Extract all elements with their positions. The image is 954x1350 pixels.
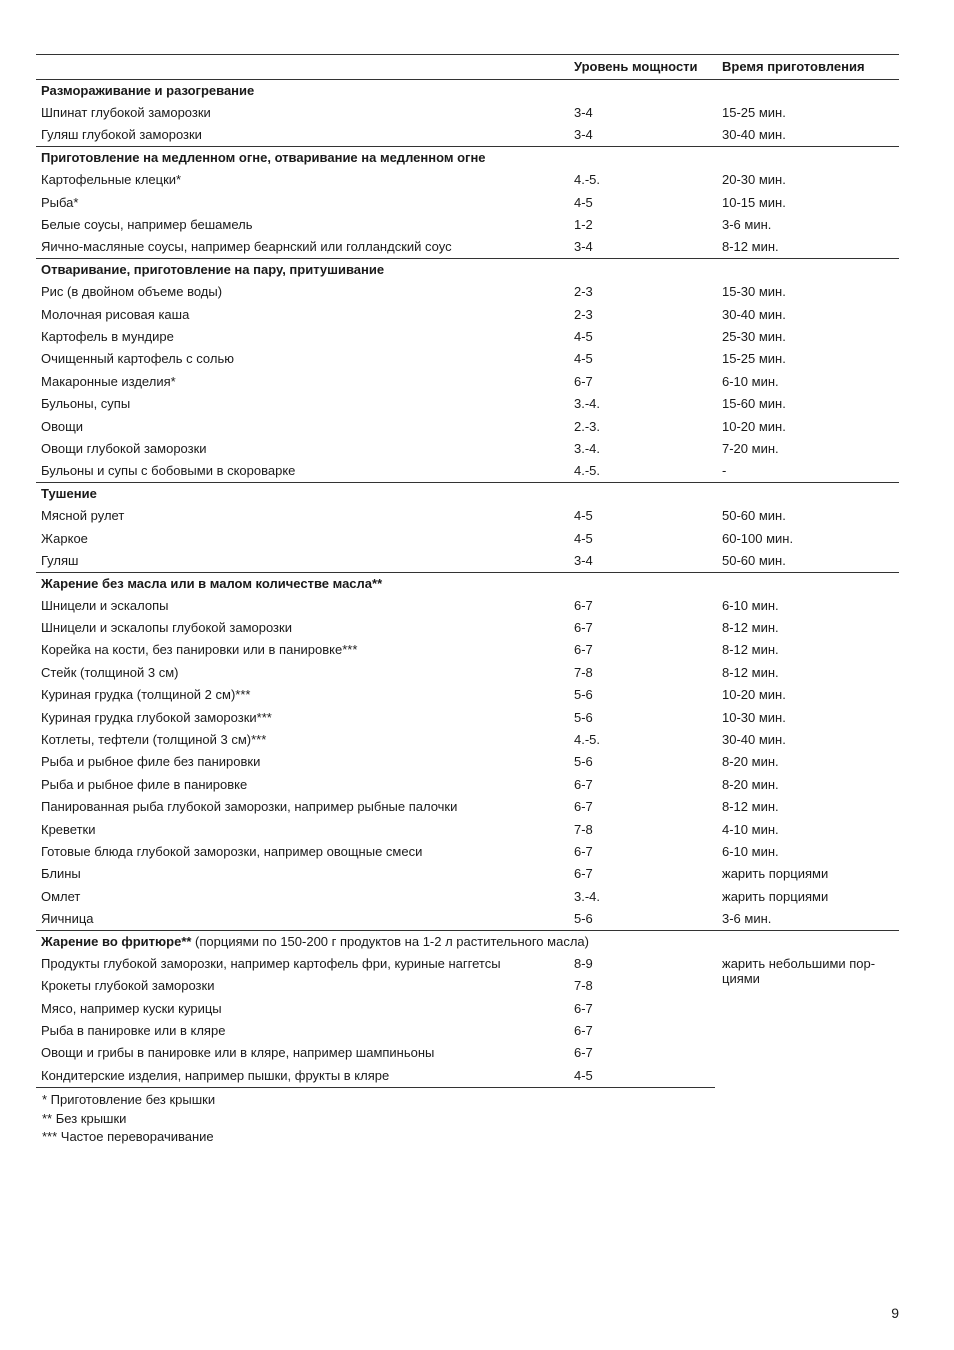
dish-cell: Очищенный картофель с солью: [41, 351, 234, 367]
table-row: [36, 371, 899, 393]
footnote: ** Без крышки: [42, 1110, 127, 1126]
power-level-cell: 5-6: [574, 687, 593, 703]
cooking-time-cell: -: [722, 463, 727, 479]
dish-cell: Макаронные изделия*: [41, 373, 176, 389]
cooking-time-cell: 10-30 мин.: [722, 709, 786, 725]
table-row: [36, 326, 899, 348]
dish-cell: Гуляш глубокой заморозки: [41, 127, 202, 143]
table-row: [36, 729, 899, 751]
section-note: (порциями по 150-200 г продуктов на 1-2 л растительного масла): [191, 933, 589, 949]
dish-cell: Мясной рулет: [41, 508, 125, 524]
dish-cell: Овощи и грибы в панировке или в кляре, например шампиньоны: [41, 1045, 435, 1061]
table-body: [36, 80, 899, 1088]
table-row: [36, 684, 899, 706]
section-title-text: Тушение: [41, 485, 97, 501]
table-row: [36, 191, 899, 213]
dish-cell: Готовые блюда глубокой заморозки, например овощные смеси: [41, 843, 423, 859]
table-row: [36, 774, 899, 796]
cooking-time-cell: 3-6 мин.: [722, 910, 772, 926]
power-level-cell: 4-5: [567, 1065, 715, 1087]
dish-cell: Шницели и эскалопы: [41, 597, 169, 613]
cooking-time-cell: 10-20 мин.: [722, 687, 786, 703]
power-level-cell: 6-7: [574, 776, 593, 792]
cooking-table: [36, 54, 899, 1088]
section-title: [36, 80, 899, 102]
power-level-cell: 4.-5.: [574, 172, 601, 188]
table-row: [36, 102, 899, 124]
cooking-time-cell: 8-12 мин.: [722, 239, 779, 255]
table-row: [36, 818, 899, 840]
dish-cell: Рыба и рыбное филе без панировки: [41, 754, 261, 770]
power-level-cell: 6-7: [574, 1000, 593, 1016]
cooking-time-cell: 8-12 мин.: [722, 642, 779, 658]
power-level-cell: 6-7: [574, 373, 593, 389]
footnote: * Приготовление без крышки: [42, 1092, 216, 1107]
cooking-time-cell: жарить порциями: [722, 866, 829, 882]
cooking-time-cell: 60-100 мин.: [722, 530, 794, 546]
cooking-time-cell: 3-6 мин.: [722, 217, 772, 233]
power-level-cell: 4.-5.: [574, 463, 601, 479]
dish-cell: Яичница: [41, 910, 94, 926]
dish-cell: Шницели и эскалопы глубокой заморозки: [41, 620, 292, 636]
dish-cell: Молочная рисовая каша: [41, 306, 190, 322]
section-title: [36, 483, 899, 505]
dish-cell: Белые соусы, например бешамель: [41, 217, 253, 233]
section-title-text: Размораживание и разогревание: [41, 82, 255, 98]
table-row: [36, 438, 899, 460]
dish-cell: Рыба*: [41, 194, 79, 210]
section-row: [36, 259, 899, 281]
power-level-cell: 6-7: [574, 843, 593, 859]
cooking-time-cell: 30-40 мин.: [722, 732, 786, 748]
section-title-text: Жарение без масла или в малом количестве масла**: [41, 575, 383, 591]
table-row: [36, 796, 899, 818]
power-level-cell: 2-3: [574, 306, 593, 322]
power-level-cell: 5-6: [574, 754, 593, 770]
power-level-cell: 2.-3.: [574, 418, 601, 434]
dish-cell: Стейк (толщиной 3 см): [41, 664, 179, 680]
header-dish: [36, 55, 567, 80]
power-level-cell: 5-6: [574, 910, 593, 926]
dish-cell: Котлеты, тефтели (толщиной 3 см)***: [41, 732, 267, 748]
section-title: [36, 930, 899, 952]
dish-cell: Омлет: [41, 888, 81, 904]
power-level-cell: 7-8: [574, 821, 593, 837]
power-level-cell: 6-7: [574, 620, 593, 636]
table-row: [36, 550, 899, 572]
table-row: [36, 303, 899, 325]
power-level-cell: 6-7: [574, 597, 593, 613]
power-level-cell: 4-5: [574, 508, 593, 524]
table-row: [36, 908, 899, 930]
table-row: [36, 953, 899, 975]
table-row: [36, 706, 899, 728]
dish-cell: Корейка на кости, без панировки или в панировке***: [41, 642, 358, 658]
power-level-cell: 7-8: [574, 978, 593, 994]
section-row: [36, 930, 899, 952]
dish-cell: Продукты глубокой заморозки, например картофель фри, куриные наггетсы: [41, 955, 501, 971]
cooking-time-cell: 8-12 мин.: [722, 799, 779, 815]
table-row: [36, 169, 899, 191]
power-level-cell: 6-7: [574, 1023, 593, 1039]
cooking-time-cell: 10-15 мин.: [722, 194, 786, 210]
power-level-cell: 4-5: [574, 328, 593, 344]
power-level-cell: 3-4: [574, 127, 593, 143]
table-row: [36, 281, 899, 303]
dish-cell: Рыба и рыбное филе в панировке: [41, 776, 248, 792]
table-row: [36, 639, 899, 661]
cooking-time-cell: 8-12 мин.: [722, 664, 779, 680]
power-level-cell: 3.-4.: [574, 396, 601, 412]
cooking-time-cell: 10-20 мин.: [722, 418, 786, 434]
power-level-cell: 6-7: [574, 642, 593, 658]
cooking-time-cell: 25-30 мин.: [722, 328, 786, 344]
cooking-time-cell: 8-12 мин.: [722, 620, 779, 636]
cooking-time-cell: 30-40 мин.: [722, 306, 786, 322]
table-row: [36, 124, 899, 146]
power-level-cell: 4.-5.: [574, 732, 601, 748]
cooking-time-cell: 8-20 мин.: [722, 754, 779, 770]
section-row: [36, 80, 899, 102]
table-row: [36, 393, 899, 415]
section-row: [36, 147, 899, 169]
cooking-time-cell: 15-25 мин.: [722, 351, 786, 367]
cooking-time-cell: 15-60 мин.: [722, 396, 786, 412]
section-row: [36, 483, 899, 505]
table-row: [36, 594, 899, 616]
table-row: [36, 415, 899, 437]
cooking-time-cell: 15-30 мин.: [722, 284, 786, 300]
cooking-time-cell: 50-60 мин.: [722, 508, 786, 524]
cooking-time-cell: жарить порциями: [722, 888, 829, 904]
power-level-cell: 3.-4.: [574, 440, 601, 456]
power-level-cell: 6-7: [574, 866, 593, 882]
section-title: [36, 572, 899, 594]
section-title-text: Жарение во фритюре**: [41, 933, 192, 949]
table-row: [36, 505, 899, 527]
cooking-time-merged-cell: [715, 953, 899, 1087]
section-row: [36, 572, 899, 594]
table-row: [36, 617, 899, 639]
power-level-cell: 6-7: [574, 1045, 593, 1061]
header-power-level: Уровень мощности: [567, 55, 715, 80]
section-title-text: Приготовление на медленном огне, отваривание на медленном огне: [41, 150, 486, 166]
table-row: [36, 662, 899, 684]
section-title: [36, 147, 899, 169]
power-level-cell: 3-4: [574, 552, 593, 568]
table-row: [36, 751, 899, 773]
cooking-time-cell: 50-60 мин.: [722, 552, 786, 568]
power-level-cell: 1-2: [574, 217, 593, 233]
table-row: [36, 460, 899, 482]
dish-cell: Креветки: [41, 821, 96, 837]
section-title: [36, 259, 899, 281]
dish-cell: Бульоны, супы: [41, 396, 131, 412]
dish-cell: Овощи глубокой заморозки: [41, 440, 207, 456]
dish-cell: Куриная грудка глубокой заморозки***: [41, 709, 272, 725]
dish-cell: Жаркое: [41, 530, 88, 546]
dish-cell: Кондитерские изделия, например пышки, фрукты в кляре: [36, 1065, 567, 1087]
power-level-cell: 3.-4.: [574, 888, 601, 904]
cooking-time-cell: 6-10 мин.: [722, 373, 779, 389]
table-row: [36, 863, 899, 885]
power-level-cell: 3-4: [574, 105, 593, 121]
power-level-cell: 7-8: [574, 664, 593, 680]
dish-cell: Бульоны и супы с бобовыми в скороварке: [41, 463, 296, 479]
table-header: [36, 55, 899, 80]
dish-cell: Яично-масляные соусы, например беарнский или голландский соус: [41, 239, 452, 255]
dish-cell: Шпинат глубокой заморозки: [41, 105, 211, 121]
power-level-cell: 4-5: [574, 351, 593, 367]
table-row: [36, 886, 899, 908]
dish-cell: Картофель в мундире: [41, 328, 174, 344]
dish-cell: Мясо, например куски курицы: [41, 1000, 222, 1016]
cooking-time-cell: 8-20 мин.: [722, 776, 779, 792]
power-level-cell: 4-5: [574, 194, 593, 210]
footnotes: [42, 1091, 215, 1147]
dish-cell: Картофельные клецки*: [41, 172, 182, 188]
section-title-text: Отваривание, приготовление на пару, притушивание: [41, 262, 385, 278]
power-level-cell: 8-9: [574, 955, 593, 971]
cooking-time-cell: 15-25 мин.: [722, 105, 786, 121]
cooking-time-cell: 6-10 мин.: [722, 597, 779, 613]
table-row: [36, 348, 899, 370]
power-level-cell: 3-4: [574, 239, 593, 255]
power-level-cell: 4-5: [574, 530, 593, 546]
power-level-cell: 6-7: [574, 799, 593, 815]
dish-cell: Куриная грудка (толщиной 2 см)***: [41, 687, 251, 703]
dish-cell: Крокеты глубокой заморозки: [41, 978, 215, 994]
dish-cell: Гуляш: [41, 552, 79, 568]
footnote: *** Частое переворачивание: [42, 1129, 214, 1144]
cooking-time-cell: 7-20 мин.: [722, 440, 779, 456]
table-row: [36, 214, 899, 236]
header-row: [36, 55, 899, 80]
dish-cell: Панированная рыба глубокой заморозки, например рыбные палочки: [41, 799, 458, 815]
power-level-cell: 5-6: [574, 709, 593, 725]
cooking-time-merged-text: жарить небольшими пор- циями: [722, 955, 876, 986]
power-level-cell: 2-3: [574, 284, 593, 300]
table-row: [36, 236, 899, 258]
table-row: [36, 841, 899, 863]
dish-cell: Рыба в панировке или в кляре: [41, 1023, 226, 1039]
cooking-time-cell: 20-30 мин.: [722, 172, 786, 188]
dish-cell: Рис (в двойном объеме воды): [41, 284, 223, 300]
header-cooking-time: Время приготовления: [715, 55, 899, 80]
table-row: [36, 527, 899, 549]
dish-cell: Овощи: [41, 418, 84, 434]
cooking-time-cell: 30-40 мин.: [722, 127, 786, 143]
page-number: 9: [891, 1305, 899, 1321]
cooking-time-cell: 4-10 мин.: [722, 821, 779, 837]
dish-cell: Блины: [41, 866, 81, 882]
cooking-time-cell: 6-10 мин.: [722, 843, 779, 859]
